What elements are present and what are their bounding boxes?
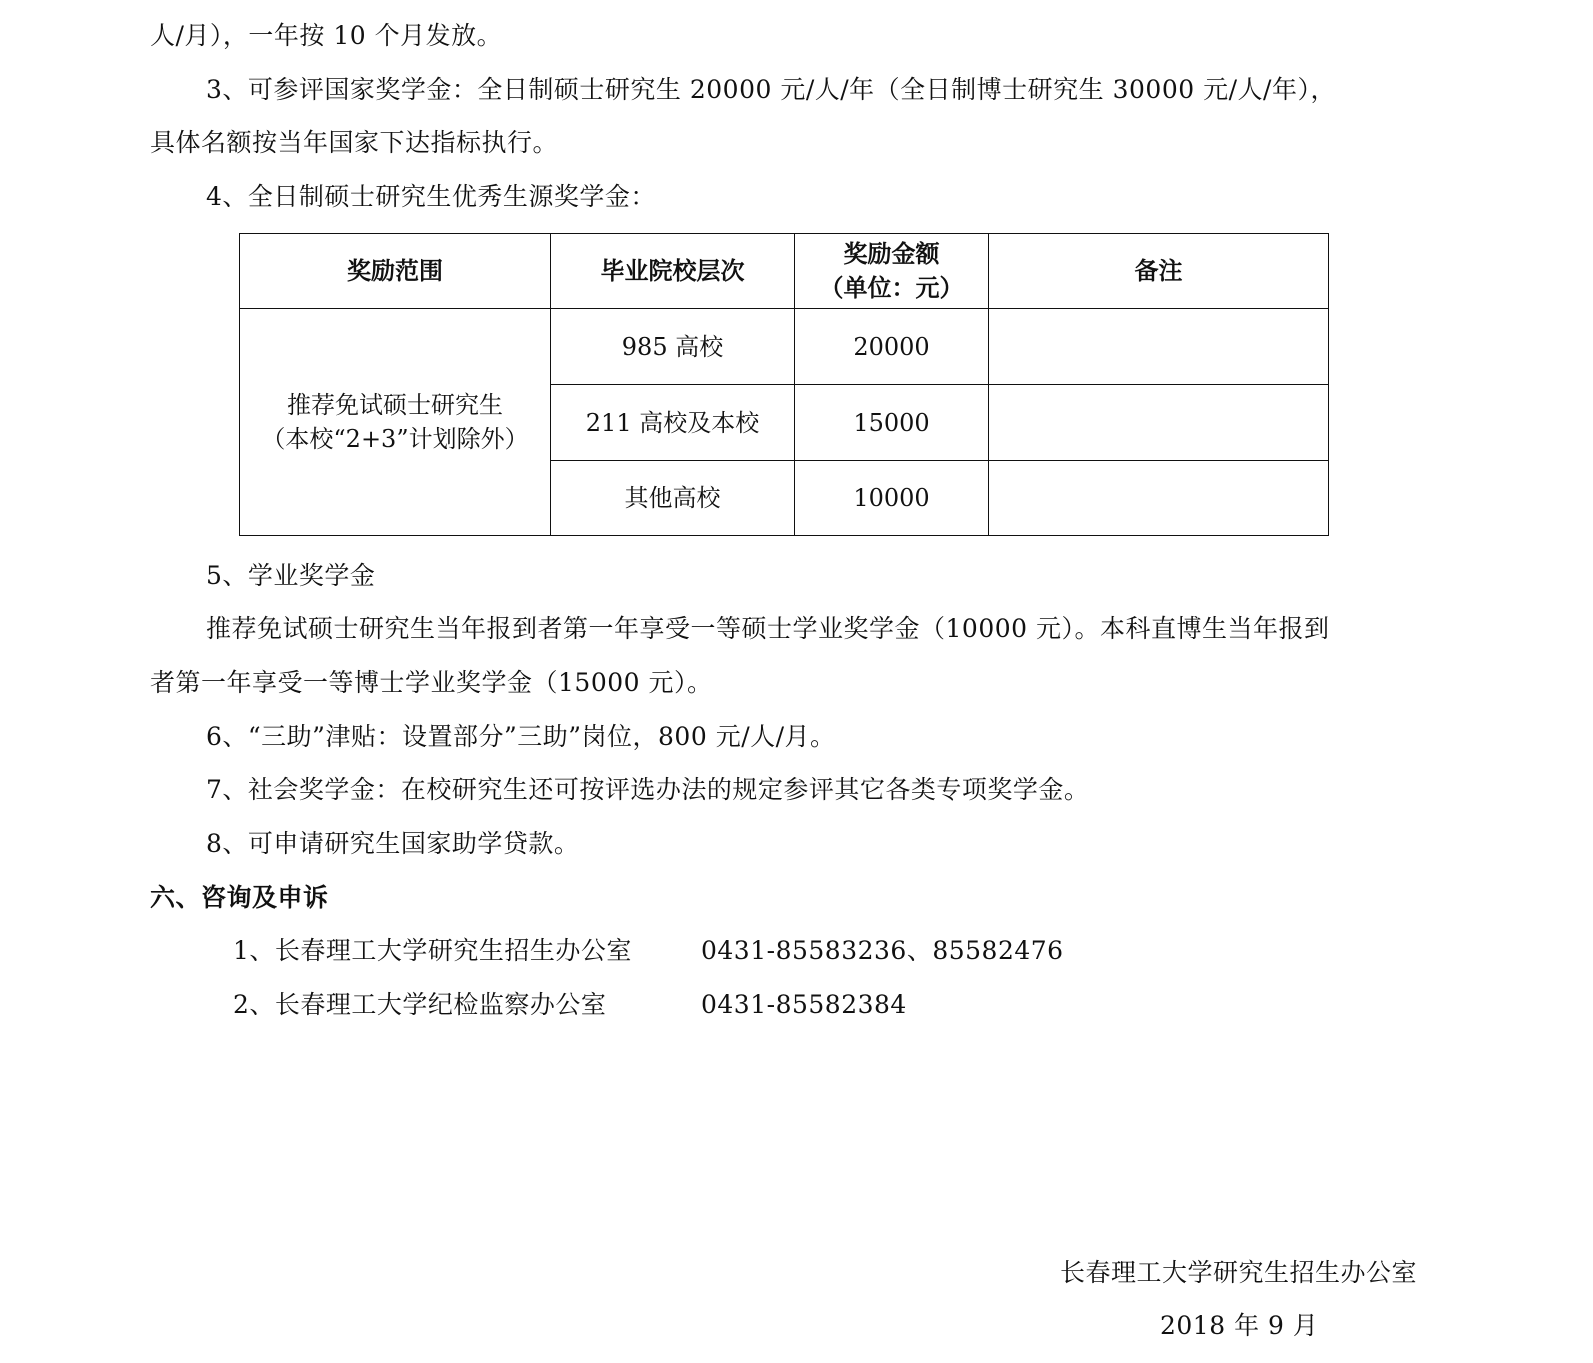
signature-org: 长春理工大学研究生招生办公室 bbox=[1059, 1258, 1417, 1287]
contact-label: 2、长春理工大学纪检监察办公室 bbox=[233, 990, 607, 1019]
header-amount-line1: 奖励金额 bbox=[843, 240, 940, 268]
paragraph-three-assist-allowance: 6、“三助”津贴：设置部分”三助”岗位，800 元/人/月。 bbox=[206, 722, 836, 751]
contact-label: 1、长春理工大学研究生招生办公室 bbox=[233, 936, 632, 965]
contact-row bbox=[233, 989, 907, 1021]
paragraph-national-scholarship-cont: 具体名额按当年国家下达指标执行。 bbox=[150, 128, 559, 157]
contact-phone: 0431-85583236、85582476 bbox=[701, 936, 1064, 965]
header-school-level: 毕业院校层次 bbox=[551, 234, 795, 309]
section-heading-consult: 六、咨询及申诉 bbox=[150, 883, 329, 912]
group-label-cell bbox=[240, 309, 551, 536]
paragraph-academic-scholarship: 5、学业奖学金 bbox=[206, 561, 376, 590]
group-label-line2: （本校“2+3”计划除外） bbox=[261, 425, 529, 453]
signature-date: 2018 年 9 月 bbox=[1160, 1311, 1319, 1340]
paragraph-student-loan: 8、可申请研究生国家助学贷款。 bbox=[206, 829, 580, 858]
cell-school-level: 211 高校及本校 bbox=[551, 385, 795, 461]
header-note: 备注 bbox=[989, 234, 1329, 309]
cell-note bbox=[989, 309, 1329, 385]
scholarship-table bbox=[239, 233, 1329, 536]
table-header-row bbox=[240, 234, 1329, 309]
table-row bbox=[240, 309, 1329, 385]
paragraph-national-scholarship: 3、可参评国家奖学金：全日制硕士研究生 20000 元/人/年（全日制博士研究生 30000 元/人/年）， bbox=[206, 75, 1336, 104]
paragraph-academic-scholarship-detail: 推荐免试硕士研究生当年报到者第一年享受一等硕士学业奖学金（10000 元）。本科直博生当年报到 bbox=[206, 614, 1330, 643]
header-range: 奖励范围 bbox=[240, 234, 551, 309]
cell-amount: 20000 bbox=[795, 309, 989, 385]
paragraph-academic-scholarship-detail-cont: 者第一年享受一等博士学业奖学金（15000 元）。 bbox=[150, 668, 713, 697]
contact-row bbox=[233, 935, 1064, 967]
group-label-line1: 推荐免试硕士研究生 bbox=[287, 391, 503, 419]
cell-school-level: 985 高校 bbox=[551, 309, 795, 385]
paragraph-social-scholarship: 7、社会奖学金：在校研究生还可按评选办法的规定参评其它各类专项奖学金。 bbox=[206, 775, 1090, 804]
paragraph-stipend-tail: 人/月），一年按 10 个月发放。 bbox=[150, 21, 503, 50]
cell-school-level: 其他高校 bbox=[551, 461, 795, 536]
cell-note bbox=[989, 461, 1329, 536]
header-amount-line2: （单位：元） bbox=[819, 274, 964, 302]
header-amount bbox=[795, 234, 989, 309]
cell-amount: 15000 bbox=[795, 385, 989, 461]
cell-amount: 10000 bbox=[795, 461, 989, 536]
contact-phone: 0431-85582384 bbox=[701, 990, 907, 1019]
paragraph-excellent-source-scholarship: 4、全日制硕士研究生优秀生源奖学金： bbox=[206, 182, 656, 211]
cell-note bbox=[989, 385, 1329, 461]
